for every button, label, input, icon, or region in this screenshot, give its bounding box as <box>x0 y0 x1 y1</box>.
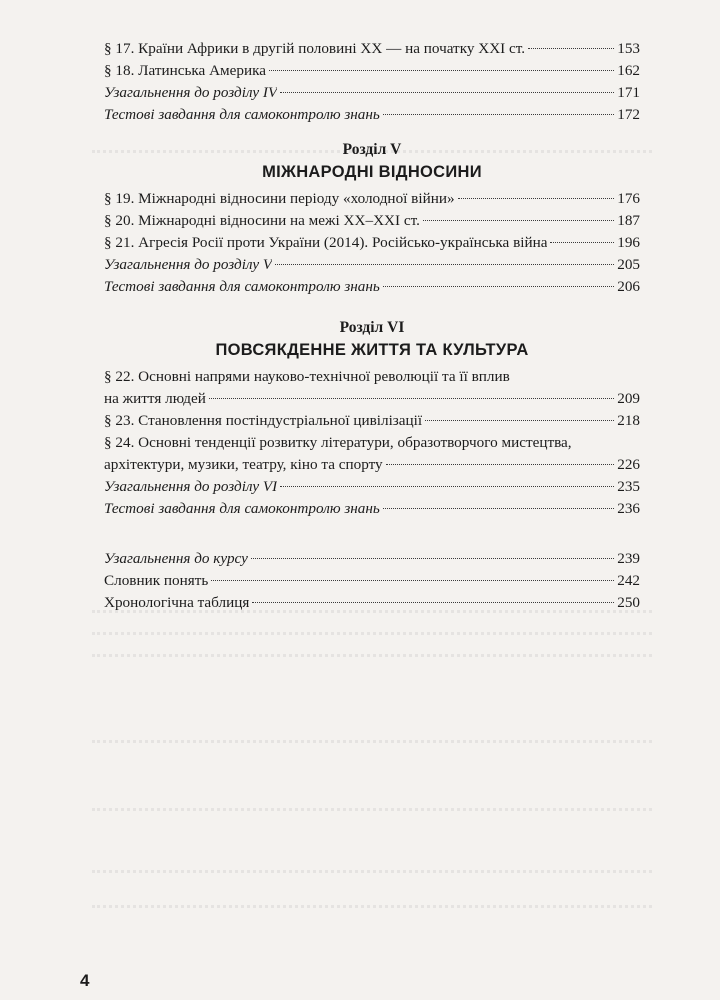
toc-entry-title: § 18. Латинська Америка <box>104 62 266 79</box>
toc-entry[interactable] <box>104 38 640 60</box>
toc-entry-page: 171 <box>617 84 640 101</box>
toc-entry-page: 250 <box>617 594 640 611</box>
toc-entry-title: архітектури, музики, театру, кіно та спорту <box>104 456 383 473</box>
toc-entry[interactable] <box>104 388 640 410</box>
toc-entry[interactable] <box>104 188 640 210</box>
toc-entry[interactable] <box>104 60 640 82</box>
toc-entry[interactable] <box>104 454 640 476</box>
bleed-through-line <box>92 905 652 918</box>
bleed-through-line <box>92 632 652 645</box>
toc-entry-page: 162 <box>617 62 640 79</box>
toc-entry-page: 235 <box>617 478 640 495</box>
leader-dots <box>251 558 614 559</box>
leader-dots <box>280 486 614 487</box>
bleed-through-line <box>92 654 652 667</box>
toc-entry-title: § 19. Міжнародні відносини періоду «холодної війни» <box>104 190 455 207</box>
toc-entry-title: Словник понять <box>104 572 209 589</box>
leader-dots <box>425 420 614 421</box>
toc-entry[interactable] <box>104 82 640 104</box>
leader-dots <box>383 508 614 509</box>
toc-entry-title: Тестові завдання для самоконтролю знань <box>104 500 380 517</box>
toc-entry-title[interactable]: § 22. Основні напрями науково-технічної революції та її вплив <box>104 368 510 385</box>
toc-entry[interactable] <box>104 570 640 592</box>
leader-dots <box>423 220 614 221</box>
section-number: Розділ VI <box>339 319 405 336</box>
toc-entry-title: Узагальнення до розділу VI <box>104 478 278 495</box>
table-of-contents <box>104 38 640 614</box>
toc-entry-title: Тестові завдання для самоконтролю знань <box>104 278 380 295</box>
leader-dots <box>211 580 614 581</box>
toc-entry[interactable] <box>104 498 640 520</box>
toc-entry-title: Тестові завдання для самоконтролю знань <box>104 106 380 123</box>
toc-entry-page: 239 <box>617 550 640 567</box>
toc-entry-title: Узагальнення до розділу IV <box>104 84 278 101</box>
toc-entry-title: Узагальнення до курсу <box>104 550 248 567</box>
toc-entry-page: 206 <box>617 278 640 295</box>
toc-entry-page: 218 <box>617 412 640 429</box>
toc-entry-title: § 17. Країни Африки в другій половині XX — на початку XXI ст. <box>104 40 526 57</box>
toc-entry-title: Хронологічна таблиця <box>104 594 250 611</box>
leader-dots <box>386 464 615 465</box>
bleed-through-line <box>92 808 652 821</box>
toc-entry[interactable] <box>104 548 640 570</box>
toc-entry[interactable] <box>104 592 640 614</box>
toc-entry-page: 236 <box>617 500 640 517</box>
leader-dots <box>458 198 615 199</box>
leader-dots <box>275 264 614 265</box>
leader-dots <box>209 398 614 399</box>
toc-entry-page: 187 <box>617 212 640 229</box>
toc-entry-page: 209 <box>617 390 640 407</box>
toc-entry[interactable] <box>104 276 640 298</box>
toc-entry-page: 153 <box>617 40 640 57</box>
leader-dots <box>269 70 614 71</box>
leader-dots <box>550 242 614 243</box>
leader-dots <box>383 286 614 287</box>
toc-entry[interactable] <box>104 254 640 276</box>
toc-entry[interactable] <box>104 104 640 126</box>
section-title: ПОВСЯКДЕННЕ ЖИТТЯ ТА КУЛЬТУРА <box>215 341 529 359</box>
toc-entry-page: 172 <box>617 106 640 123</box>
toc-entry-title: § 21. Агресія Росії проти України (2014). Російсько-українська війна <box>104 234 548 251</box>
toc-entry[interactable] <box>104 210 640 232</box>
leader-dots <box>252 602 614 603</box>
section-heading <box>104 140 640 184</box>
spacer <box>104 520 640 548</box>
section-number: Розділ V <box>342 141 402 158</box>
section-title: МІЖНАРОДНІ ВІДНОСИНИ <box>262 163 482 181</box>
section-heading <box>104 318 640 362</box>
toc-entry-title: § 20. Міжнародні відносини на межі XX–XXI ст. <box>104 212 420 229</box>
toc-entry-title[interactable]: § 24. Основні тенденції розвитку літератури, образотворчого мистецтва, <box>104 434 572 451</box>
bleed-through-line <box>92 740 652 753</box>
toc-entry-title: на життя людей <box>104 390 206 407</box>
toc-entry[interactable] <box>104 410 640 432</box>
toc-entry[interactable] <box>104 232 640 254</box>
toc-entry-page: 205 <box>617 256 640 273</box>
leader-dots <box>383 114 614 115</box>
page-number: 4 <box>80 971 90 990</box>
toc-entry-page: 196 <box>617 234 640 251</box>
toc-entry-title: Узагальнення до розділу V <box>104 256 273 273</box>
leader-dots <box>280 92 614 93</box>
leader-dots <box>528 48 614 49</box>
bleed-through-line <box>92 870 652 883</box>
toc-entry-page: 242 <box>617 572 640 589</box>
toc-entry-page: 226 <box>617 456 640 473</box>
toc-entry-title: § 23. Становлення постіндустріальної цивілізації <box>104 412 423 429</box>
toc-entry-page: 176 <box>617 190 640 207</box>
toc-entry[interactable] <box>104 476 640 498</box>
